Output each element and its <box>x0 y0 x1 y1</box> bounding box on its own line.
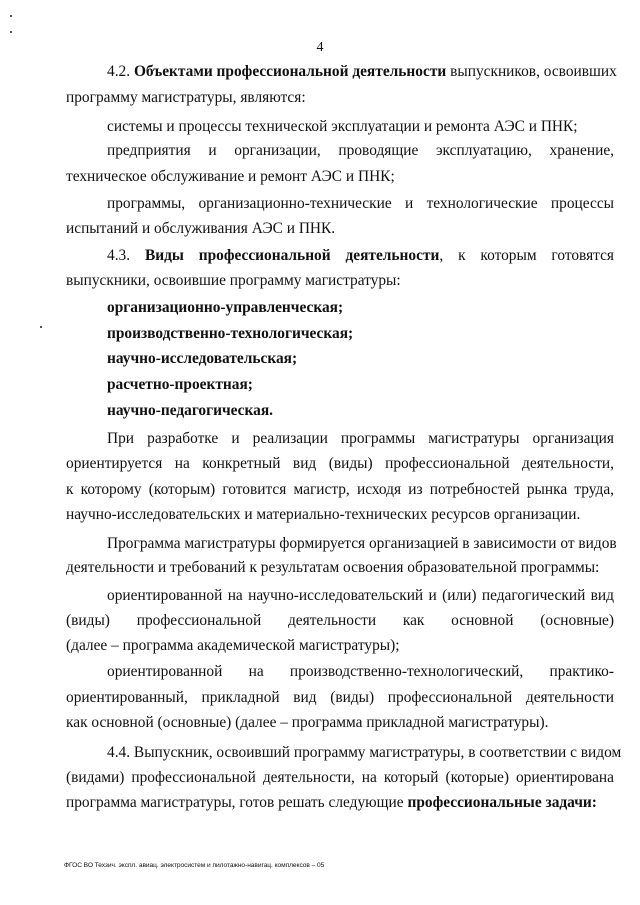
paragraph-line: ориентированной на научно-исследовательский и (или) педагогический вид <box>107 587 614 604</box>
activity-type-item: производственно-технологическая; <box>107 325 354 342</box>
paragraph-line: (виды) профессиональной деятельности как основной (основные) <box>66 612 614 629</box>
bold-term: Виды профессиональной деятельности <box>144 247 440 264</box>
bold-term: профессиональные задачи: <box>407 794 597 811</box>
section-4-2-heading-line <box>107 62 617 82</box>
text-run: выпускников, освоивших <box>446 63 617 80</box>
section-number: 4.3. <box>107 247 131 264</box>
scan-speck <box>10 15 12 17</box>
section-4-4-line <box>66 793 614 813</box>
scan-speck <box>40 326 42 328</box>
scan-speck <box>10 31 12 33</box>
bold-term: Объектами профессиональной деятельности <box>133 63 447 80</box>
paragraph-line: Программа магистратуры формируется организацией в зависимости от видов <box>107 535 617 552</box>
list-item-line: предприятия и организации, проводящие эксплуатацию, хранение, <box>107 142 614 159</box>
paragraph-line: При разработке и реализации программы магистратуры организация <box>107 430 614 447</box>
activity-type-item: расчетно-проектная; <box>107 376 253 393</box>
list-item: системы и процессы технической эксплуатации и ремонта АЭС и ПНК; <box>107 118 578 135</box>
page-footer: ФГОС ВО Техзич. экспл. авиац. электросистем и пилотажно-навигац. комплексов – 05 <box>64 862 325 869</box>
paragraph-line: ориентированный, прикладной вид (виды) профессиональной деятельности <box>66 689 614 706</box>
paragraph-line: к которому (которым) готовится магистр, исходя из потребностей рынка труда, <box>66 481 614 498</box>
text-line: программу магистратуры, являются: <box>66 89 306 106</box>
section-4-4-line: 4.4. Выпускник, освоивший программу магистратуры, в соответствии с видом <box>107 744 622 761</box>
text-run: , к которым готовятся <box>439 247 614 264</box>
activity-type-item: научно-педагогическая. <box>107 402 274 419</box>
section-4-3-heading-line <box>107 246 614 266</box>
paragraph-line: (далее – программа академической магистратуры); <box>66 637 400 654</box>
list-item-line: техническое обслуживание и ремонт АЭС и ПНК; <box>66 168 395 185</box>
paragraph-line: ориентированной на производственно-технологический, практико- <box>107 663 614 680</box>
section-number: 4.2. <box>107 63 131 80</box>
section-4-4-line: (видами) профессиональной деятельности, на который (которые) ориентирована <box>66 769 614 786</box>
paragraph-line: как основной (основные) (далее – программа прикладной магистратуры). <box>66 714 549 731</box>
paragraph-line: ориентируется на конкретный вид (виды) профессиональной деятельности, <box>66 455 614 472</box>
paragraph-line: научно-исследовательских и материально-технических ресурсов организации. <box>66 506 581 523</box>
list-item-line: испытаний и обслуживания АЭС и ПНК. <box>66 220 336 237</box>
activity-type-item: научно-исследовательская; <box>107 350 298 367</box>
list-item-line: программы, организационно-технические и технологические процессы <box>107 195 614 212</box>
page-number: 4 <box>316 40 324 55</box>
activity-type-item: организационно-управленческая; <box>107 299 344 316</box>
paragraph-line: деятельности и требований к результатам освоения образовательной программы: <box>66 559 600 576</box>
text-line: выпускники, освоившие программу магистратуры: <box>66 272 401 289</box>
text-run: программа магистратуры, готов решать следующие <box>66 794 408 811</box>
